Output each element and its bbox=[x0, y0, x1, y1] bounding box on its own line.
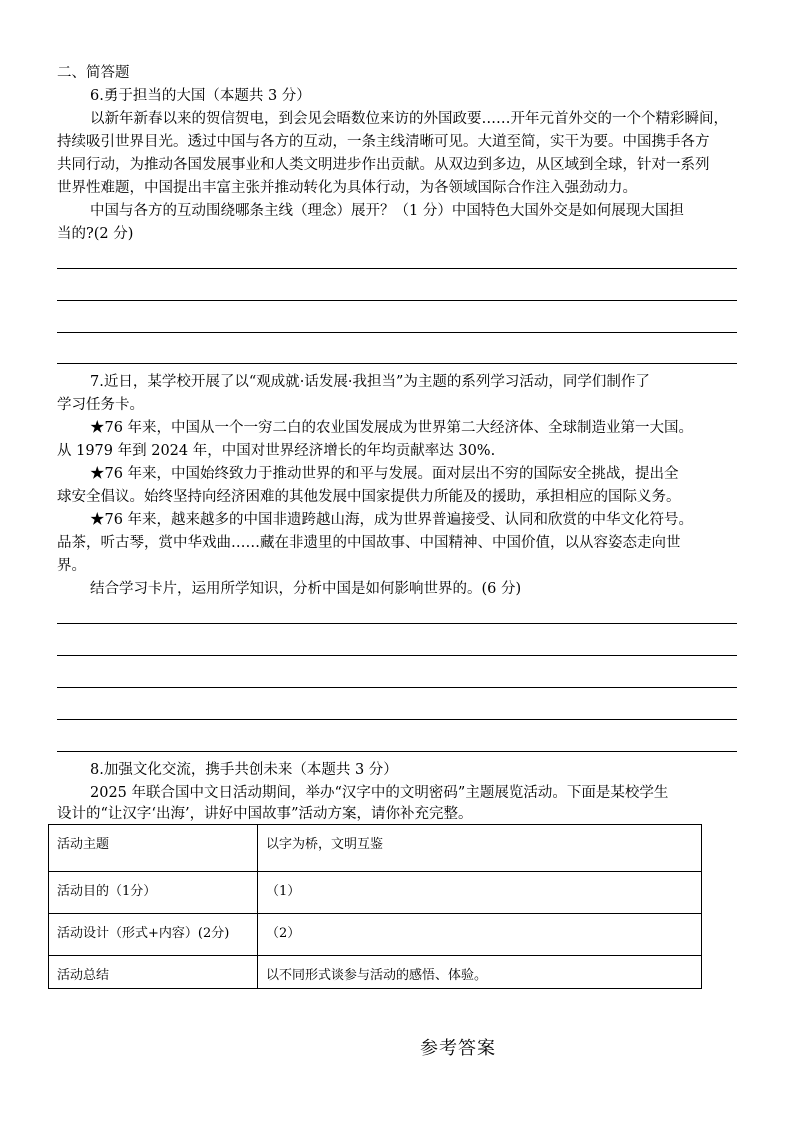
q8-title: 8.加强文化交流，携手共创未来（本题共 3 分） bbox=[90, 762, 398, 778]
answer-line[interactable] bbox=[57, 655, 737, 656]
row-label: 活动设计（形式+内容）(2分) bbox=[49, 914, 258, 956]
table-row bbox=[49, 825, 702, 872]
q6-question: 中国与各方的互动围绕哪条主线（理念）展开？（1 分）中国特色大国外交是如何展现大国担 bbox=[90, 203, 684, 219]
answer-line[interactable] bbox=[57, 363, 737, 364]
table-row bbox=[49, 872, 702, 914]
q6-title: 6.勇于担当的大国（本题共 3 分） bbox=[90, 88, 311, 104]
q6-line: 持续吸引世界目光。透过中国与各方的互动，一条主线清晰可见。大道至简，实干为要。中国携手各方 bbox=[57, 134, 710, 150]
q7-card-line: ★76 年来，越来越多的中国非遗跨越山海，成为世界普遍接受、认同和欣赏的中华文化符号。 bbox=[90, 512, 694, 528]
q7-card-line: ★76 年来，中国始终致力于推动世界的和平与发展。面对层出不穷的国际安全挑战，提出全 bbox=[90, 466, 679, 482]
answer-line[interactable] bbox=[57, 332, 737, 333]
q6-line: 以新年新春以来的贺信贺电，到会见会晤数位来访的外国政要……开年元首外交的一个个精彩瞬间， bbox=[90, 111, 728, 127]
q6-line: 世界性难题，中国提出丰富主张并推动转化为具体行动，为各领域国际合作注入强劲动力。 bbox=[57, 180, 637, 196]
answer-line[interactable] bbox=[57, 687, 737, 688]
answer-line[interactable] bbox=[57, 751, 737, 752]
row-label: 活动主题 bbox=[49, 825, 258, 872]
q7-card-line: 界。 bbox=[57, 558, 86, 574]
row-value: 以不同形式谈参与活动的感悟、体验。 bbox=[258, 956, 702, 989]
row-label: 活动目的（1分） bbox=[49, 872, 258, 914]
q7-question: 结合学习卡片，运用所学知识，分析中国是如何影响世界的。(6 分) bbox=[90, 581, 522, 597]
answer-line[interactable] bbox=[57, 623, 737, 624]
q6-question: 当的?(2 分) bbox=[57, 226, 134, 242]
table-row bbox=[49, 956, 702, 989]
q7-card-line: 球安全倡议。始终坚持向经济困难的其他发展中国家提供力所能及的援助，承担相应的国际义务。 bbox=[57, 489, 681, 505]
answer-section-title: 参考答案 bbox=[420, 1038, 496, 1059]
answer-line[interactable] bbox=[57, 268, 737, 269]
answer-line[interactable] bbox=[57, 719, 737, 720]
q7-card-line: ★76 年来，中国从一个一穷二白的农业国发展成为世界第二大经济体、全球制造业第一大国。 bbox=[90, 420, 694, 436]
answer-line[interactable] bbox=[57, 300, 737, 301]
q7-card-line: 从 1979 年到 2024 年，中国对世界经济增长的年均贡献率达 30%. bbox=[57, 443, 496, 459]
answer-cell[interactable]: （2） bbox=[258, 914, 702, 956]
section-title: 二、简答题 bbox=[57, 65, 130, 81]
table-row bbox=[49, 914, 702, 956]
row-value: 以字为桥，文明互鉴 bbox=[258, 825, 702, 872]
row-label: 活动总结 bbox=[49, 956, 258, 989]
activity-plan-table bbox=[48, 824, 702, 989]
q8-intro: 设计的“让汉字‘出海’，讲好中国故事”活动方案，请你补充完整。 bbox=[57, 806, 473, 822]
q7-intro: 7.近日，某学校开展了以“观成就·话发展·我担当”为主题的系列学习活动，同学们制作了 bbox=[90, 374, 650, 390]
q6-line: 共同行动，为推动各国发展事业和人类文明进步作出贡献。从双边到多边，从区域到全球，针对一系列 bbox=[57, 157, 710, 173]
q7-card-line: 品茶，听古琴，赏中华戏曲……藏在非遗里的中国故事、中国精神、中国价值，以从容姿态走向世 bbox=[57, 535, 681, 551]
answer-cell[interactable]: （1） bbox=[258, 872, 702, 914]
q8-intro: 2025 年联合国中文日活动期间，举办“汉字中的文明密码”主题展览活动。下面是某校学生 bbox=[90, 785, 669, 801]
q7-intro: 学习任务卡。 bbox=[57, 397, 144, 413]
